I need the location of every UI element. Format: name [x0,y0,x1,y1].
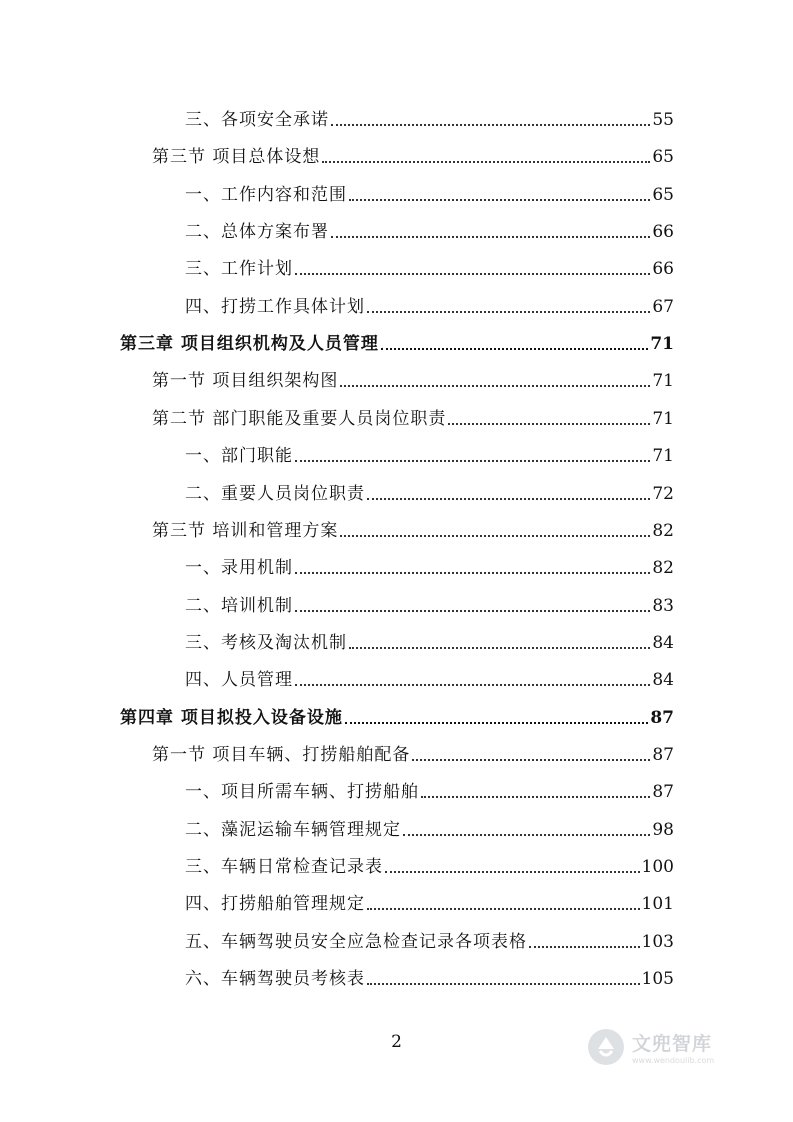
toc-leader-dots [367,982,640,985]
toc-entry-page: 66 [652,259,674,280]
toc-entry-title: 四、打捞船舶管理规定 [185,894,365,915]
toc-section-entry [152,366,674,392]
toc-entry-title: 三、车辆日常检查记录表 [185,857,383,877]
toc-leader-dots [295,609,650,612]
toc-entry-title: 二、重要人员岗位职责 [185,483,365,504]
toc-subsection-entry [185,889,674,915]
toc-leader-dots [349,646,650,649]
toc-entry-title: 第三章 项目组织机构及人员管理 [120,334,379,355]
toc-leader-dots [367,907,640,910]
toc-subsection-entry [185,665,674,691]
toc-section-entry [152,404,674,430]
toc-subsection-entry [185,964,674,990]
toc-entry-page: 71 [652,446,674,467]
toc-entry-title: 第三节 项目总体设想 [152,147,321,168]
toc-subsection-entry [185,815,674,841]
toc-subsection-entry [185,777,674,803]
toc-entry-title: 一、工作内容和范围 [185,184,347,205]
toc-entry-title: 一、项目所需车辆、打捞船舶 [185,782,419,803]
toc-entry-title: 第一节 项目组织架构图 [152,371,339,392]
toc-entry-title: 五、车辆驾驶员安全应急检查记录各项表格 [185,931,527,952]
toc-subsection-entry [185,180,674,206]
watermark [586,1022,756,1072]
toc-leader-dots [529,945,640,948]
toc-entry-page: 65 [652,147,674,168]
toc-leader-dots [345,721,648,724]
toc-entry-title: 三、考核及淘汰机制 [185,632,347,653]
toc-entry-title: 第四章 项目拟投入设备设施 [120,707,343,728]
toc-entry-page: 101 [641,894,674,915]
toc-leader-dots [331,123,650,126]
toc-leader-dots [421,795,650,798]
toc-entry-page: 71 [650,334,674,355]
toc-leader-dots [367,310,650,313]
toc-entry-page: 55 [652,110,674,130]
toc-leader-dots [340,534,650,537]
toc-subsection-entry [185,852,674,878]
toc-leader-dots [367,497,650,500]
toc-entry-page: 84 [652,670,674,691]
toc-entry-title: 三、各项安全承诺 [185,110,329,130]
toc-entry-title: 六、车辆驾驶员考核表 [185,969,365,990]
toc-entry-title: 第一节 项目车辆、打捞船舶配备 [152,744,411,765]
toc-entry-page: 105 [641,969,674,990]
toc-section-entry [152,142,674,168]
toc-subsection-entry [185,927,674,953]
toc-leader-dots [403,833,650,836]
page-number: 2 [391,1032,402,1052]
toc-entry-page: 82 [652,520,674,541]
toc-leader-dots [340,384,650,387]
toc-entry-page: 83 [652,595,674,616]
toc-leader-dots [448,422,650,425]
toc-entry-page: 82 [652,558,674,579]
toc-entry-title: 第二节 部门职能及重要人员岗位职责 [152,408,447,429]
toc-leader-dots [295,571,650,574]
toc-chapter-entry [120,703,674,729]
toc-leader-dots [322,160,650,163]
toc-leader-dots [295,459,650,462]
toc-leader-dots [381,347,648,350]
toc-subsection-entry [185,553,674,579]
toc-entry-title: 四、人员管理 [185,670,293,691]
toc-entry-page: 72 [652,483,674,504]
toc-subsection-entry [185,628,674,654]
toc-entry-page: 103 [641,931,674,952]
toc-chapter-entry [120,329,674,355]
toc-subsection-entry [185,254,674,280]
toc-entry-title: 四、打捞工作具体计划 [185,296,365,317]
toc-entry-title: 二、培训机制 [185,595,293,616]
toc-leader-dots [295,272,650,275]
toc-leader-dots [349,198,650,201]
toc-subsection-entry [185,591,674,617]
toc-entry-title: 一、部门职能 [185,446,293,467]
toc-entry-page: 67 [652,296,674,317]
toc-entry-page: 65 [652,184,674,205]
toc-entry-page: 84 [652,632,674,653]
toc-subsection-entry [185,479,674,505]
toc-subsection-entry [185,105,674,131]
toc-entry-page: 66 [652,222,674,243]
toc-entry-title: 二、总体方案布署 [185,222,329,243]
toc-entry-page: 98 [652,819,674,840]
toc-entry-page: 87 [652,782,674,803]
toc-entry-page: 71 [652,371,674,392]
toc-entry-title: 一、录用机制 [185,558,293,579]
wendou-logo-icon [586,1027,626,1067]
toc-leader-dots [295,683,650,686]
toc-section-entry [152,516,674,542]
watermark-name: 文兜智库 [632,1033,713,1055]
toc-subsection-entry [185,217,674,243]
toc-entry-page: 100 [641,857,674,877]
toc-entry-title: 第三节 培训和管理方案 [152,520,339,541]
toc-subsection-entry [185,292,674,318]
toc-entry-page: 87 [652,744,674,765]
toc-section-entry [152,740,674,766]
toc-leader-dots [412,758,650,761]
watermark-url: www.wendoulib.com [632,1056,715,1065]
toc-leader-dots [385,870,640,873]
toc-entry-title: 二、藻泥运输车辆管理规定 [185,819,401,840]
toc-leader-dots [331,235,650,238]
toc-entry-title: 三、工作计划 [185,259,293,280]
toc-subsection-entry [185,441,674,467]
toc-entry-page: 87 [650,707,674,728]
toc-entry-page: 71 [652,408,674,429]
